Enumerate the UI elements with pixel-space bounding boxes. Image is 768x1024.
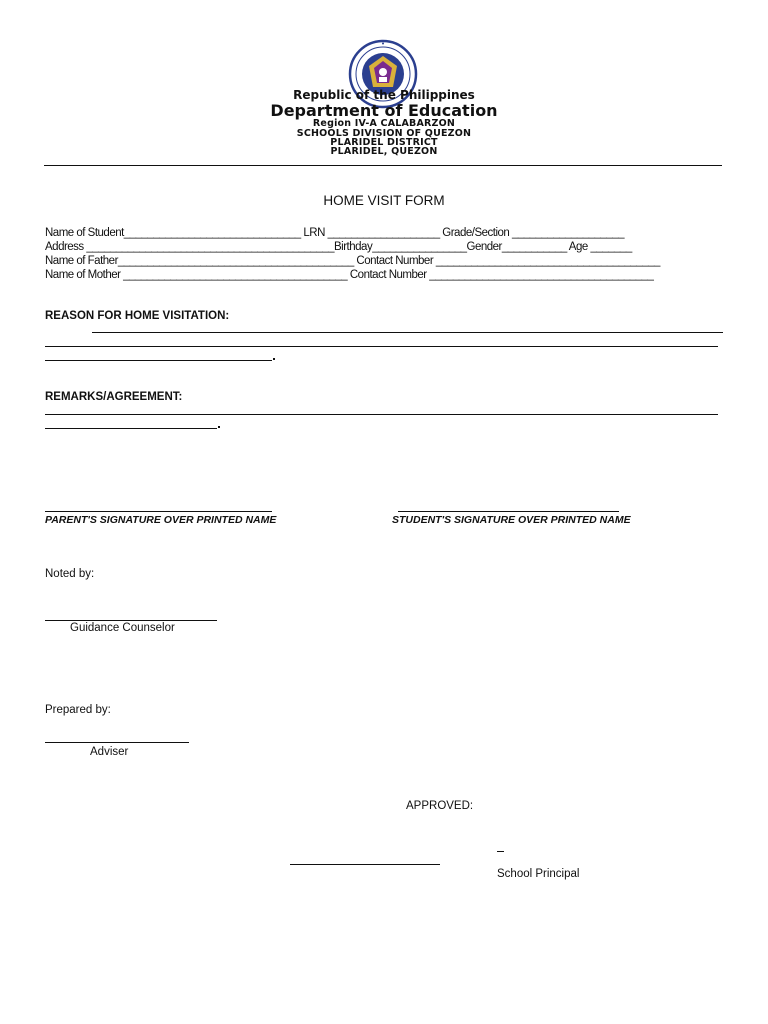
header-location: PLARIDEL, QUEZON [330, 146, 438, 157]
father-row: Name of Father________________________________________ Contact Number ______________________________________ [45, 255, 660, 267]
approved-label: APPROVED: [406, 800, 474, 812]
address-row: Address __________________________________________Birthday________________Gender___________ Age _______ [45, 241, 632, 253]
adviser-label: Adviser [90, 746, 129, 758]
remarks-period [218, 426, 220, 428]
mother-row: Name of Mother ______________________________________ Contact Number ______________________________________ [45, 269, 654, 281]
header-district: PLARIDEL DISTRICT [330, 137, 438, 148]
reason-line-3 [45, 360, 272, 361]
header-country: Republic of the Philippines [293, 88, 475, 102]
noted-by-label: Noted by: [45, 568, 95, 580]
parent-signature-line [45, 511, 272, 512]
remarks-line-1 [45, 414, 718, 415]
guidance-counselor-label: Guidance Counselor [70, 622, 175, 634]
header-divider [44, 165, 722, 166]
form-title: HOME VISIT FORM [323, 193, 445, 208]
reason-period [273, 358, 275, 360]
reason-label: REASON FOR HOME VISITATION: [45, 310, 230, 322]
adviser-signature-line [45, 742, 189, 743]
header-region: Region IV-A CALABARZON [312, 118, 456, 129]
prepared-by-label: Prepared by: [45, 704, 111, 716]
guidance-signature-line [45, 620, 217, 621]
student-signature-label: STUDENT'S SIGNATURE OVER PRINTED NAME [392, 514, 631, 526]
header-department: Department of Education [270, 101, 498, 120]
student-info-row: Name of Student______________________________ LRN ___________________ Grade/Section ___________________ [45, 227, 625, 239]
reason-line-1 [92, 332, 723, 333]
school-principal-label: School Principal [497, 868, 580, 880]
principal-signature-line [290, 864, 440, 865]
student-signature-line [398, 511, 619, 512]
principal-mark [497, 851, 504, 852]
header-division: SCHOOLS DIVISION OF QUEZON [296, 128, 472, 139]
remarks-label: REMARKS/AGREEMENT: [45, 391, 183, 403]
reason-line-2 [45, 346, 718, 347]
remarks-line-2 [45, 428, 217, 429]
parent-signature-label: PARENT'S SIGNATURE OVER PRINTED NAME [45, 514, 277, 526]
